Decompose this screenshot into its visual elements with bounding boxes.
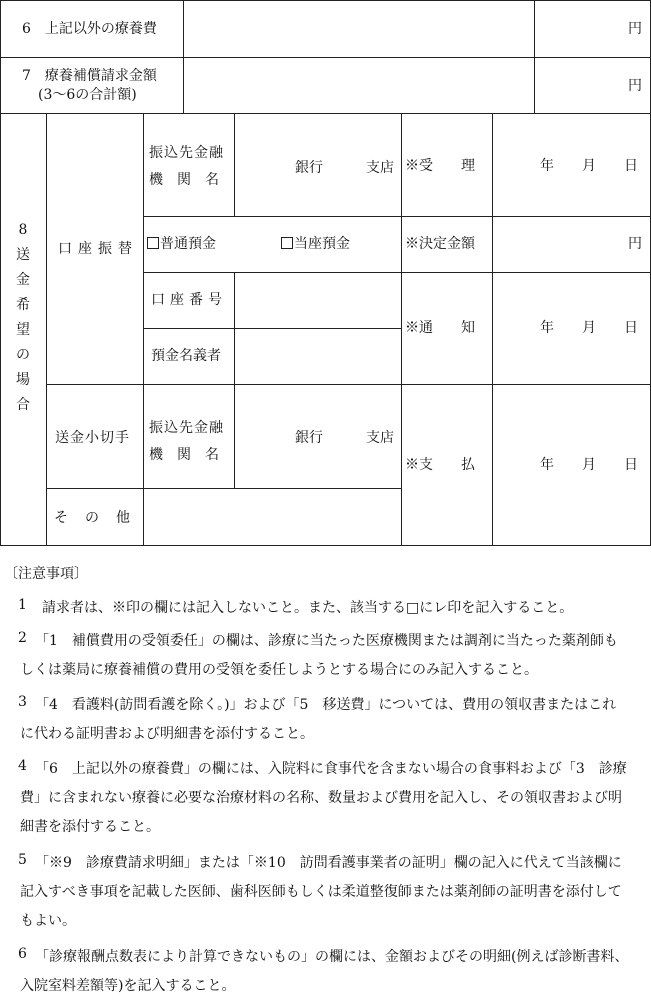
received-date: 年 月 日 [540, 158, 638, 174]
futsu-checkbox[interactable] [147, 237, 159, 249]
decided-amount-yen: 円 [628, 236, 642, 252]
remit-check-label: 送金小切手 [55, 430, 130, 446]
note-4-line-2: 費」に含まれない療養に必要な治療材料の名称、数量および費用を記入し、その領収書および明 [20, 790, 622, 806]
futsu-label: 普通預金 [160, 236, 216, 252]
note-number: 2 [18, 630, 27, 646]
note-5-line-1: 「※9 診療費請求明細」または「※10 訪問看護事業者の証明」欄の記入に代えて当該欄に [28, 855, 622, 871]
row7-amount-field[interactable] [184, 58, 534, 113]
notice-date: 年 月 日 [540, 320, 638, 336]
note-3-line-1: 「4 看護料(訪問看護を除く。)」および「5 移送費」については、費用の領収書またはこれ [28, 697, 617, 713]
account-number-label: 口座番号 [151, 292, 227, 308]
note-3-line-2: に代わる証明書および明細書を添付すること。 [20, 726, 314, 742]
note-2-line-1: 「1 補償費用の受領委任」の欄は、診療に当たった医療機関または調剤に当たった薬剤師も [28, 633, 618, 649]
remit-branch-word: 支店 [366, 430, 394, 446]
note-4-line-1: 「6 上記以外の療養費」の欄には、入院料に食事代を含まない場合の食事料および「3 診療 [28, 761, 627, 777]
row7-yen: 円 [628, 78, 642, 94]
futsu-option[interactable] [147, 236, 216, 252]
other-label: その他 [54, 510, 147, 526]
row6-label: 6 上記以外の療養費 [22, 21, 157, 37]
note-5-line-2: 記入すべき事項を記載した医師、歯科医師もしくは柔道整復師または薬剤師の証明書を添付して [20, 884, 622, 900]
payment-date: 年 月 日 [540, 457, 638, 473]
received-label: ※受 理 [405, 158, 475, 174]
remit-bank-label-line1: 振込先金融 [149, 420, 224, 436]
other-field[interactable] [144, 489, 401, 545]
note-number: 1 [18, 597, 27, 613]
note-2-line-2: しくは薬局に療養補償の費用の受領を委任しようとする場合にのみ記入すること。 [20, 662, 538, 678]
remit-bank-label-line2: 機関名 [149, 447, 233, 463]
note-1-line-1: 請求者は、※印の欄には記入しないこと。また、該当する□にレ印を記入すること。 [28, 600, 574, 616]
toza-checkbox[interactable] [281, 237, 293, 249]
note-5-line-3: もよい。 [20, 913, 76, 929]
toza-option[interactable] [281, 236, 350, 252]
decided-amount-label: ※決定金額 [405, 236, 475, 252]
branch-word: 支店 [366, 160, 394, 176]
account-holder-field[interactable] [235, 329, 401, 384]
payment-label: ※支 払 [405, 457, 475, 473]
row6-amount-field[interactable] [184, 1, 534, 57]
note-6-line-1: 「診療報酬点数表により計算できないもの」の欄には、金額およびその明細(例えば診断書料、 [28, 949, 629, 965]
notes-heading: 〔注意事項〕 [4, 566, 88, 582]
toza-label: 当座預金 [294, 236, 350, 252]
note-number: 3 [18, 694, 27, 710]
account-number-field[interactable] [235, 273, 401, 328]
notice-label: ※通 知 [405, 320, 475, 336]
bank-label-line2: 機関名 [149, 172, 233, 188]
note-number: 5 [18, 852, 27, 868]
row7-sublabel: (3〜6の合計額) [38, 87, 137, 103]
note-number: 4 [18, 758, 27, 774]
account-transfer-label: 口座振替 [58, 241, 138, 257]
note-6-line-2: 入院室料差額等)を記入すること。 [20, 978, 236, 994]
account-holder-label: 預金名義者 [151, 348, 221, 364]
section8-vertical-label: 8送金希望の場合 [16, 222, 30, 413]
note-4-line-3: 細書を添付すること。 [20, 819, 160, 835]
row6-yen: 円 [628, 21, 642, 37]
note-number: 6 [18, 946, 27, 962]
bank-word: 銀行 [295, 160, 323, 176]
row7-label: 7 療養補償請求金額 [22, 68, 157, 84]
bank-label-line1: 振込先金融 [149, 145, 224, 161]
remit-bank-word: 銀行 [295, 430, 323, 446]
